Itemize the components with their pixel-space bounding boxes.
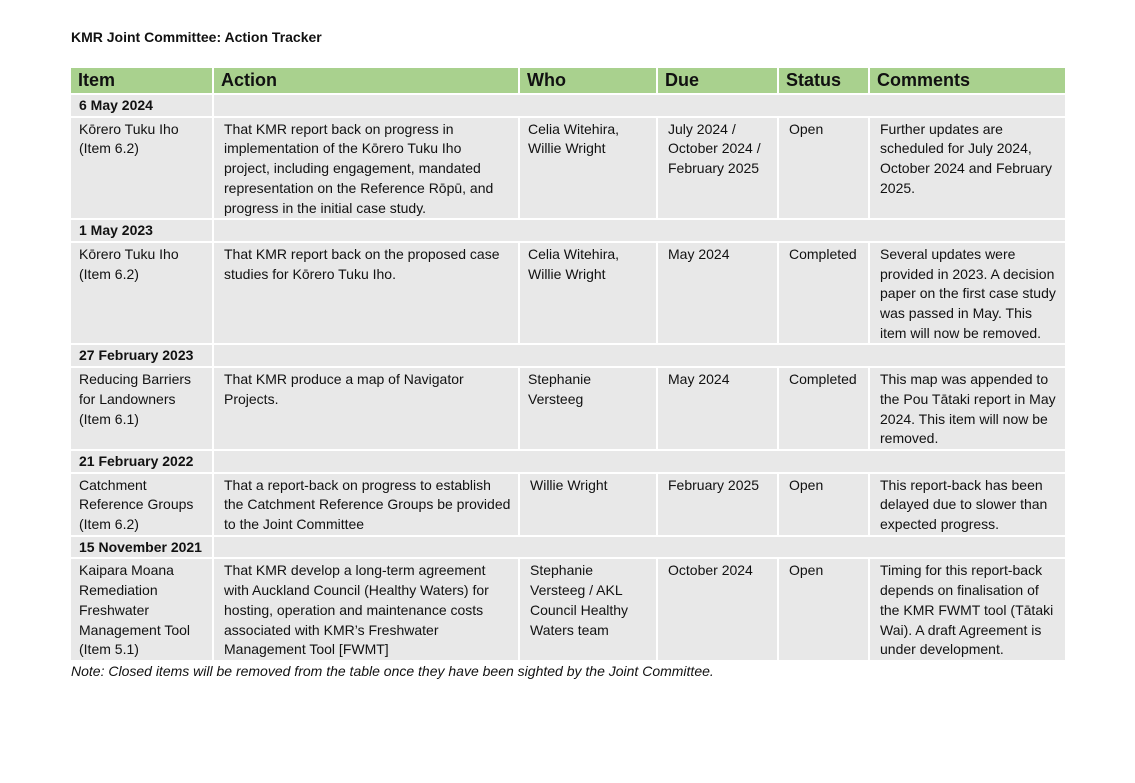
- cell-action: That KMR report back on the proposed case studies for Kōrero Tuku Iho.: [213, 242, 519, 345]
- cell-status: Open: [778, 473, 869, 536]
- cell-due: May 2024: [657, 242, 778, 345]
- table-row: [71, 367, 1065, 450]
- date-row-spacer: [213, 219, 1065, 242]
- cell-who: Celia Witehira, Willie Wright: [519, 117, 657, 220]
- cell-item: Reducing Barriers for Landowners (Item 6.1): [71, 367, 213, 450]
- header-item: Item: [71, 68, 213, 94]
- table-row: [71, 558, 1065, 660]
- cell-action: That KMR report back on progress in implementation of the Kōrero Tuku Iho project, including engagement, mandated representation on the Reference Rōpū, and progress in the initial case study.: [213, 117, 519, 220]
- cell-status: Completed: [778, 367, 869, 450]
- date-row-spacer: [213, 536, 1065, 559]
- cell-action: That KMR produce a map of Navigator Projects.: [213, 367, 519, 450]
- table-row: [71, 473, 1065, 536]
- document-title: KMR Joint Committee: Action Tracker: [71, 29, 322, 45]
- cell-status: Open: [778, 558, 869, 660]
- cell-item: Kaipara Moana Remediation Freshwater Management Tool (Item 5.1): [71, 558, 213, 660]
- date-row: [71, 536, 1065, 559]
- meeting-date: 21 February 2022: [71, 450, 213, 473]
- header-comments: Comments: [869, 68, 1065, 94]
- cell-due: May 2024: [657, 367, 778, 450]
- meeting-date: 27 February 2023: [71, 344, 213, 367]
- table-row: [71, 242, 1065, 345]
- cell-item: Kōrero Tuku Iho (Item 6.2): [71, 117, 213, 220]
- meeting-date: 15 November 2021: [71, 536, 213, 559]
- header-due: Due: [657, 68, 778, 94]
- date-row: [71, 94, 1065, 117]
- cell-action: That a report-back on progress to establish the Catchment Reference Groups be provided to the Joint Committee: [213, 473, 519, 536]
- cell-item: Catchment Reference Groups (Item 6.2): [71, 473, 213, 536]
- cell-action: That KMR develop a long-term agreement with Auckland Council (Healthy Waters) for hosting, operation and maintenance costs associated with KMR’s Freshwater Management Tool [FWMT]: [213, 558, 519, 660]
- action-tracker-table: [71, 68, 1065, 660]
- cell-who: Stephanie Versteeg: [519, 367, 657, 450]
- cell-due: July 2024 / October 2024 / February 2025: [657, 117, 778, 220]
- cell-who: Celia Witehira, Willie Wright: [519, 242, 657, 345]
- date-row-spacer: [213, 344, 1065, 367]
- meeting-date: 1 May 2023: [71, 219, 213, 242]
- cell-comments: Further updates are scheduled for July 2024, October 2024 and February 2025.: [869, 117, 1065, 220]
- cell-status: Completed: [778, 242, 869, 345]
- date-row-spacer: [213, 450, 1065, 473]
- date-row: [71, 344, 1065, 367]
- table-header-row: [71, 68, 1065, 94]
- footnote: Note: Closed items will be removed from the table once they have been sighted by the Joint Committee.: [71, 663, 714, 679]
- cell-who: Stephanie Versteeg / AKL Council Healthy Waters team: [519, 558, 657, 660]
- cell-due: October 2024: [657, 558, 778, 660]
- header-action: Action: [213, 68, 519, 94]
- cell-comments: This report-back has been delayed due to slower than expected progress.: [869, 473, 1065, 536]
- date-row: [71, 450, 1065, 473]
- cell-comments: This map was appended to the Pou Tātaki report in May 2024. This item will now be removed.: [869, 367, 1065, 450]
- meeting-date: 6 May 2024: [71, 94, 213, 117]
- date-row-spacer: [213, 94, 1065, 117]
- cell-status: Open: [778, 117, 869, 220]
- cell-comments: Several updates were provided in 2023. A decision paper on the first case study was passed in May. This item will now be removed.: [869, 242, 1065, 345]
- cell-due: February 2025: [657, 473, 778, 536]
- date-row: [71, 219, 1065, 242]
- header-who: Who: [519, 68, 657, 94]
- header-status: Status: [778, 68, 869, 94]
- cell-comments: Timing for this report-back depends on finalisation of the KMR FWMT tool (Tātaki Wai). A draft Agreement is under development.: [869, 558, 1065, 660]
- cell-who: Willie Wright: [519, 473, 657, 536]
- cell-item: Kōrero Tuku Iho (Item 6.2): [71, 242, 213, 345]
- table-row: [71, 117, 1065, 220]
